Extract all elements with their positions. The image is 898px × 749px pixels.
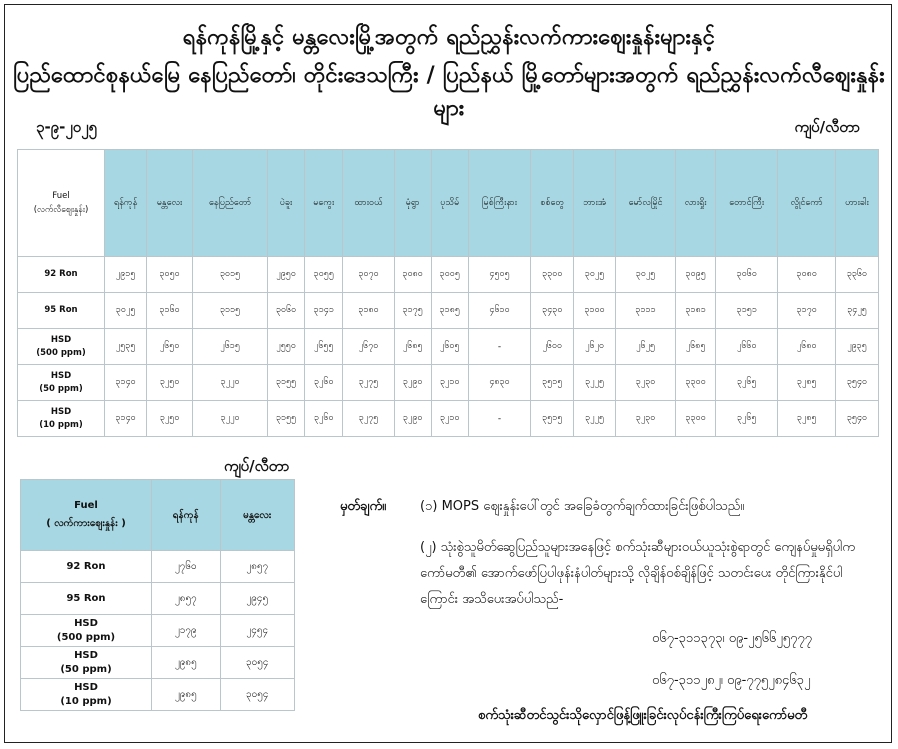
price-cell: ၃၀၈၀ xyxy=(394,257,431,293)
price-cell: ၃၁၈၀ xyxy=(343,293,394,329)
price-cell: ၃၂၆၅ xyxy=(716,365,778,401)
price-cell: ၂၅၃၅ xyxy=(105,329,147,365)
table-row xyxy=(18,401,879,437)
price-cell: - xyxy=(468,401,530,437)
price-cell: ၂၅၅၀ xyxy=(268,329,305,365)
price-cell: ၂၈၅၇ xyxy=(152,583,221,615)
price-cell: ၃၂၉၀ xyxy=(394,401,431,437)
wholesale-header-row xyxy=(21,480,295,551)
price-cell: ၂၆၈၅ xyxy=(676,329,716,365)
price-cell: ၃၄၃၀ xyxy=(531,293,574,329)
price-cell: ၃၀၆၀ xyxy=(716,257,778,293)
price-cell: ၃၁၅၁ xyxy=(716,293,778,329)
price-cell: ၃၀၂၅ xyxy=(574,257,616,293)
city-header: ပဲခူး xyxy=(268,150,305,257)
retail-price-table xyxy=(17,149,879,437)
price-cell: ၂၆၇၀ xyxy=(343,329,394,365)
price-cell: ၂၉၁၅ xyxy=(105,257,147,293)
price-cell: ၃၂၆၀ xyxy=(305,365,343,401)
retail-unit-label: ကျပ်/လီတာ xyxy=(794,118,860,136)
fuel-label: 95 Ron xyxy=(21,583,152,615)
price-cell: ၃၂၁၀ xyxy=(431,365,468,401)
price-cell: ၂၉၄၅ xyxy=(220,583,295,615)
price-cell: ၃၁၄၀ xyxy=(105,365,147,401)
price-cell: ၃၁၄၁ xyxy=(305,293,343,329)
table-row xyxy=(18,329,879,365)
committee-name: စက်သုံးဆီတင်သွင်းသိုလှောင်ဖြန့်ဖြူးခြင်းလုပ်ငန်းကြီးကြပ်ရေးကော်မတီ xyxy=(478,708,808,723)
price-cell: ၃၁၇၅ xyxy=(394,293,431,329)
price-cell: ၃၀၆၀ xyxy=(268,293,305,329)
price-cell: ၃၃၀၀ xyxy=(531,257,574,293)
city-header: ဘားအံ xyxy=(574,150,616,257)
title-line-2: ပြည်ထောင်စုနယ်မြေ နေပြည်တော်၊ တိုင်းဒေသကြီး / ပြည်နယ် မြို့တော်များအတွက် ရည်ညွှန်းလက်လီဈေးနှုန်းများ xyxy=(13,63,885,121)
price-cell: ၂၆၂၅ xyxy=(615,329,675,365)
note-1: (၁) MOPS ဈေးနှုန်းပေါ်တွင် အခြေခံတွက်ချက်ထားခြင်းဖြစ်ပါသည်။ xyxy=(420,499,745,514)
city-header: မန္တလေး xyxy=(147,150,193,257)
fuel-header: Fuel (လက်လီဈေးနှုန်း) xyxy=(18,150,105,257)
price-cell: ၃၁၅၅ xyxy=(268,365,305,401)
price-cell: ၃၅၄၀ xyxy=(835,401,878,437)
price-cell: ၃၅၁၅ xyxy=(531,401,574,437)
price-cell: ၂၁၇၉ xyxy=(152,615,221,647)
city-header: နေပြည်တော် xyxy=(193,150,268,257)
date: ၃-၉-၂၀၂၅ xyxy=(36,118,97,136)
price-cell: ၃၃၀၀ xyxy=(676,365,716,401)
city-header: တောင်ကြီး xyxy=(716,150,778,257)
city-header: ထားဝယ် xyxy=(343,150,394,257)
price-cell: ၃၀၈၀ xyxy=(778,257,836,293)
price-cell: ၃၂၇၅ xyxy=(343,365,394,401)
price-cell: ၃၀၇၀ xyxy=(343,257,394,293)
price-cell: ၃၀၁၅ xyxy=(193,257,268,293)
price-cell: ၄၅၀၅ xyxy=(468,257,530,293)
city-header: စစ်တွေ xyxy=(531,150,574,257)
price-cell: ၃၀၉၅ xyxy=(676,257,716,293)
fuel-label: HSD (10 ppm) xyxy=(21,679,152,711)
price-cell: ၃၂၃၀ xyxy=(615,365,675,401)
price-cell: ၃၃၆၀ xyxy=(835,257,878,293)
price-cell: ၃၄၂၅ xyxy=(835,293,878,329)
retail-header-row xyxy=(18,150,879,257)
price-cell: ၃၂၂၀ xyxy=(193,401,268,437)
price-cell: ၃၀၅၄ xyxy=(220,679,295,711)
city-header: ဟားခါး xyxy=(835,150,878,257)
price-cell: ၃၂၂၀ xyxy=(193,365,268,401)
price-cell: ၃၁၅၅ xyxy=(268,401,305,437)
price-cell: ၂၆၁၅ xyxy=(193,329,268,365)
price-cell: ၃၂၂၅ xyxy=(574,401,616,437)
table-row xyxy=(21,679,295,711)
price-cell: ၂၆၆၀ xyxy=(716,329,778,365)
fuel-label: HSD (10 ppm) xyxy=(18,401,105,437)
price-cell: ၂၈၅၇ xyxy=(220,551,295,583)
price-cell: ၃၂၆၅ xyxy=(716,401,778,437)
price-cell: ၂၇၆၀ xyxy=(152,551,221,583)
price-cell: ၂၆၅၀ xyxy=(147,329,193,365)
price-cell: ၃၂၈၅ xyxy=(778,365,836,401)
wholesale-unit-label: ကျပ်/လီတာ xyxy=(224,457,290,475)
price-cell: ၃၂၂၅ xyxy=(574,365,616,401)
price-cell: ၃၁၁၅ xyxy=(193,293,268,329)
price-cell: ၃၁၈၁ xyxy=(676,293,716,329)
price-cell: ၃၁၆၀ xyxy=(147,293,193,329)
city-header: လားရှိုး xyxy=(676,150,716,257)
city-header: မန္တလေး xyxy=(220,480,295,551)
price-cell: ၄၈၃၀ xyxy=(468,365,530,401)
price-cell: ၂၆၅၅ xyxy=(305,329,343,365)
price-cell: ၃၁၀၀ xyxy=(574,293,616,329)
note-2: (၂) သုံးစွဲသူမိတ်ဆွေပြည်သူများအနေဖြင့် စက်သုံးဆီများဝယ်ယူသုံးစွဲရာတွင် ကျေနပ်မှုမရှိပါက ကော်မတီ၏ အောက်ဖော်ပြပါဖုန်းနံပါတ်များသို့ လိုချိန်ဝစ်ချိန်ဖြင့် သတင်းပေး တိုင်ကြားနိုင်ပါကြောင်း အသိပေးအပ်ပါသည်- xyxy=(420,540,855,607)
table-row xyxy=(18,365,879,401)
price-cell: ၃၂၉၀ xyxy=(394,365,431,401)
table-row xyxy=(21,583,295,615)
price-cell: ၃၀၅၅ xyxy=(305,257,343,293)
phone-line-2: ၀၆၇-၃၁၁၂၈၂၊ ၀၉-၇၇၅၂၈၄၆၃၂ xyxy=(652,673,811,688)
table-row xyxy=(18,257,879,293)
phone-line-1: ၀၆၇-၃၁၁၃၇၃၊ ၀၉-၂၅၆၆၂၅၇၇၇ xyxy=(652,631,812,646)
price-cell: ၃၂၇၅ xyxy=(343,401,394,437)
fuel-label: HSD (50 ppm) xyxy=(18,365,105,401)
price-cell: ၃၃၀၀ xyxy=(676,401,716,437)
price-cell: ၃၀၀၅ xyxy=(431,257,468,293)
price-cell: ၃၂၆၀ xyxy=(305,401,343,437)
price-cell: ၂၆၀၀ xyxy=(531,329,574,365)
notes-label: မှတ်ချက်။ xyxy=(340,499,387,514)
fuel-label: 95 Ron xyxy=(18,293,105,329)
price-cell: ၃၁၁၁ xyxy=(615,293,675,329)
table-row xyxy=(21,551,295,583)
price-cell: ၃၂၅၀ xyxy=(147,365,193,401)
price-cell: ၂၉၃၅ xyxy=(835,329,878,365)
title-line-1: ရန်ကုန်မြို့နှင့် မန္တလေးမြို့အတွက် ရည်ညွှန်းလက်ကားဈေးနှုန်းများနှင့် xyxy=(182,25,716,50)
price-cell: ၃၂၁၀ xyxy=(431,401,468,437)
fuel-header: Fuel ( လက်ကားဈေးနှုန်း ) xyxy=(21,480,152,551)
price-cell: - xyxy=(468,329,530,365)
price-cell: ၃၂၈၅ xyxy=(778,401,836,437)
fuel-label: HSD (500 ppm) xyxy=(18,329,105,365)
price-cell: ၂၉၅၀ xyxy=(268,257,305,293)
price-cell: ၂၆၈၅ xyxy=(394,329,431,365)
city-header: မြစ်ကြီးနား xyxy=(468,150,530,257)
wholesale-price-table xyxy=(20,479,295,711)
price-cell: ၃၀၂၅ xyxy=(615,257,675,293)
price-cell: ၃၁၈၅ xyxy=(431,293,468,329)
city-header: မော်လမြိုင် xyxy=(615,150,675,257)
price-cell: ၃၀၅၄ xyxy=(220,647,295,679)
city-header: မကွေး xyxy=(305,150,343,257)
fuel-label: 92 Ron xyxy=(21,551,152,583)
city-header: ပုသိမ် xyxy=(431,150,468,257)
price-cell: ၃၁၄၀ xyxy=(105,401,147,437)
price-cell: ၂၉၈၅ xyxy=(152,679,221,711)
price-cell: ၃၅၁၅ xyxy=(531,365,574,401)
fuel-label: HSD (500 ppm) xyxy=(21,615,152,647)
price-cell: ၃၀၅၀ xyxy=(147,257,193,293)
price-cell: ၂၆၂၀ xyxy=(574,329,616,365)
table-row xyxy=(21,615,295,647)
city-header: ရန်ကုန် xyxy=(152,480,221,551)
price-cell: ၃၅၄၀ xyxy=(835,365,878,401)
fuel-label: HSD (50 ppm) xyxy=(21,647,152,679)
city-header: မုံရွာ xyxy=(394,150,431,257)
price-cell: ၃၂၃၀ xyxy=(615,401,675,437)
price-cell: ၂၆၈၀ xyxy=(778,329,836,365)
price-cell: ၃၂၅၀ xyxy=(147,401,193,437)
price-cell: ၃၀၂၅ xyxy=(105,293,147,329)
table-row xyxy=(21,647,295,679)
price-cell: ၂၉၈၅ xyxy=(152,647,221,679)
price-cell: ၃၁၇၀ xyxy=(778,293,836,329)
city-header: လွိုင်ကော် xyxy=(778,150,836,257)
price-cell: ၂၄၅၄ xyxy=(220,615,295,647)
city-header: ရန်ကုန် xyxy=(105,150,147,257)
price-cell: ၄၆၁၀ xyxy=(468,293,530,329)
fuel-label: 92 Ron xyxy=(18,257,105,293)
price-cell: ၂၆၀၅ xyxy=(431,329,468,365)
table-row xyxy=(18,293,879,329)
